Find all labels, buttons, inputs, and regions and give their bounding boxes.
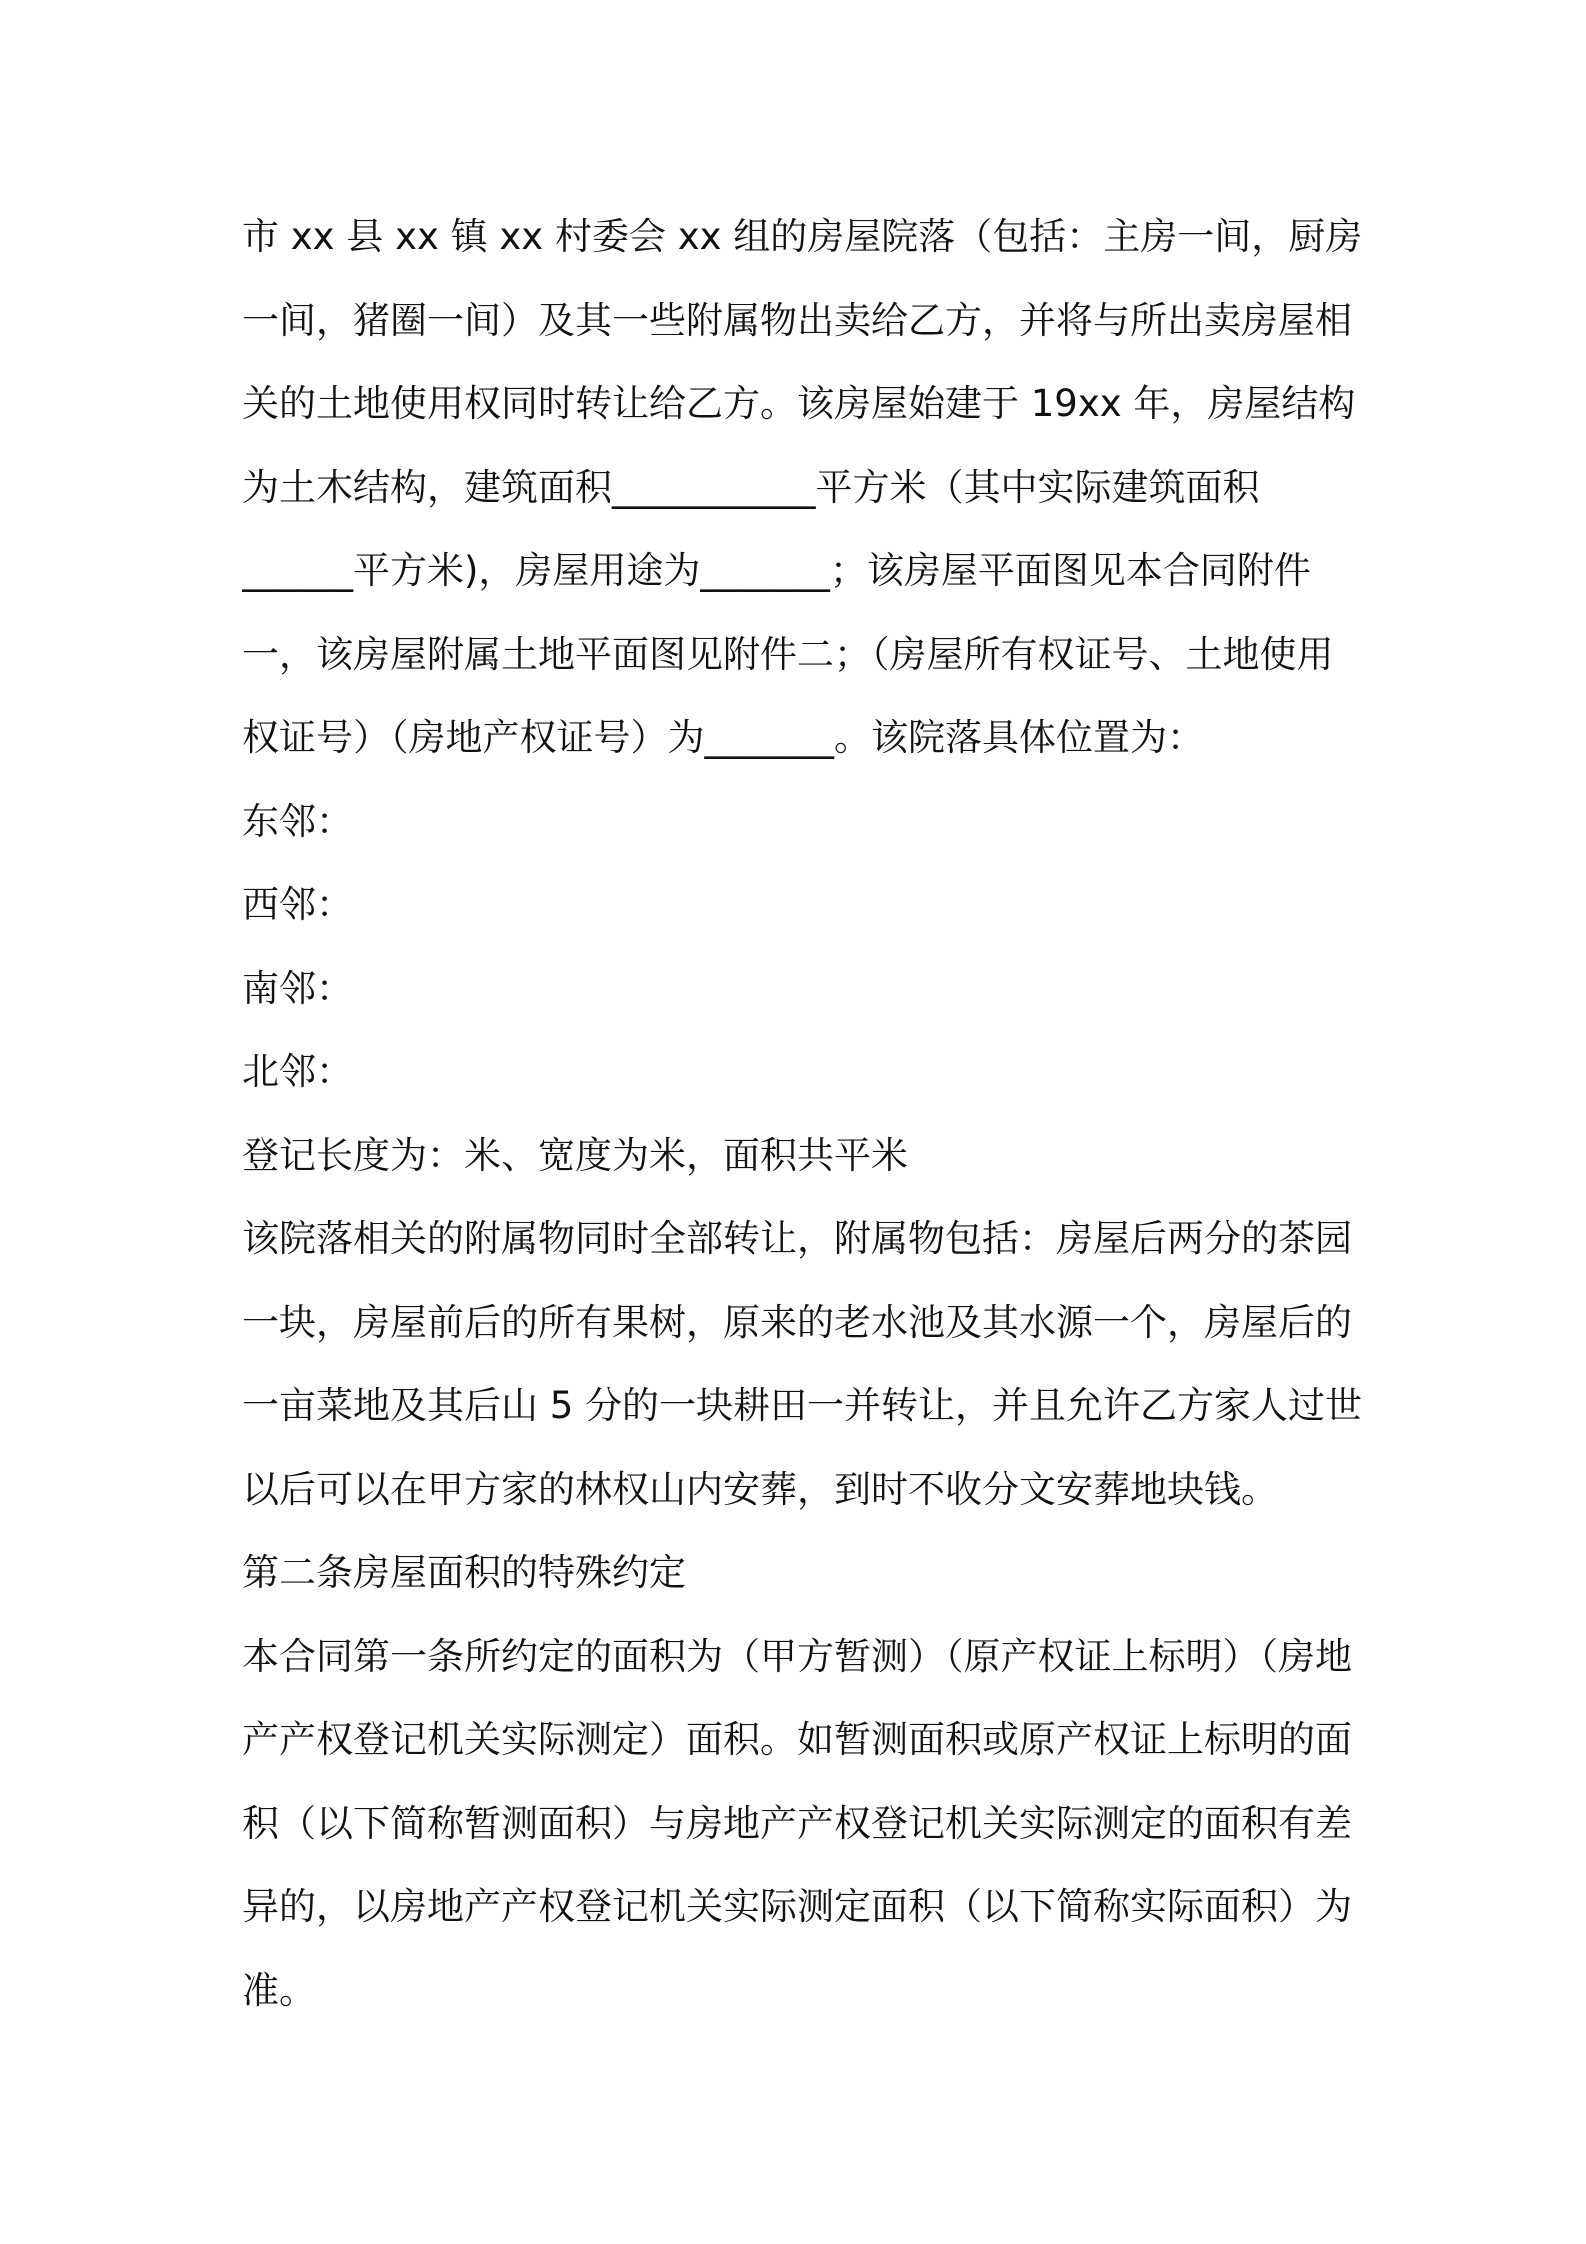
text-line: ______平方米)，房屋用途为_______；该房屋平面图见本合同附件	[242, 549, 1311, 592]
text-line: 产产权登记机关实际测定）面积。如暂测面积或原产权证上标明的面	[242, 1718, 1352, 1761]
text-line: 一间，猪圈一间）及其一些附属物出卖给乙方，并将与所出卖房屋相	[242, 298, 1352, 342]
text-line: 一亩菜地及其后山 5 分的一块耕田一并转让，并且允许乙方家人过世	[242, 1384, 1362, 1427]
text-line: 关的土地使用权同时转让给乙方。该房屋始建于 19xx 年，房屋结构	[242, 382, 1356, 425]
text-line: 异的，以房地产产权登记机关实际测定面积（以下简称实际面积）为	[242, 1885, 1352, 1928]
west-neighbor-label: 西邻：	[242, 883, 353, 926]
text-line: 准。	[242, 1968, 316, 2012]
document-body	[242, 195, 1362, 2032]
east-neighbor-label: 东邻：	[242, 799, 353, 843]
text-line: 该院落相关的附属物同时全部转让，附属物包括：房屋后两分的茶园	[242, 1217, 1352, 1260]
text-line: 市 xx 县 xx 镇 xx 村委会 xx 组的房屋院落（包括：主房一间，厨房	[242, 215, 1362, 258]
text-line: 权证号）（房地产权证号）为_______。该院落具体位置为：	[242, 716, 1204, 759]
article-heading: 第二条房屋面积的特殊约定	[242, 1551, 686, 1594]
south-neighbor-label: 南邻：	[242, 966, 353, 1010]
text-line: 本合同第一条所约定的面积为（甲方暂测）（原产权证上标明）（房地	[242, 1634, 1352, 1678]
text-line: 一块，房屋前后的所有果树，原来的老水池及其水源一个，房屋后的	[242, 1300, 1352, 1344]
text-line: 为土木结构，建筑面积___________平方米（其中实际建筑面积	[242, 465, 1260, 509]
north-neighbor-label: 北邻：	[242, 1050, 353, 1093]
text-line: 以后可以在甲方家的林权山内安葬，到时不收分文安葬地块钱。	[242, 1467, 1278, 1511]
registered-dimensions-line: 登记长度为：米、宽度为米，面积共平米	[242, 1133, 908, 1177]
text-line: 一，该房屋附属土地平面图见附件二；（房屋所有权证号、土地使用	[242, 632, 1334, 676]
text-line: 积（以下简称暂测面积）与房地产产权登记机关实际测定的面积有差	[242, 1801, 1352, 1845]
